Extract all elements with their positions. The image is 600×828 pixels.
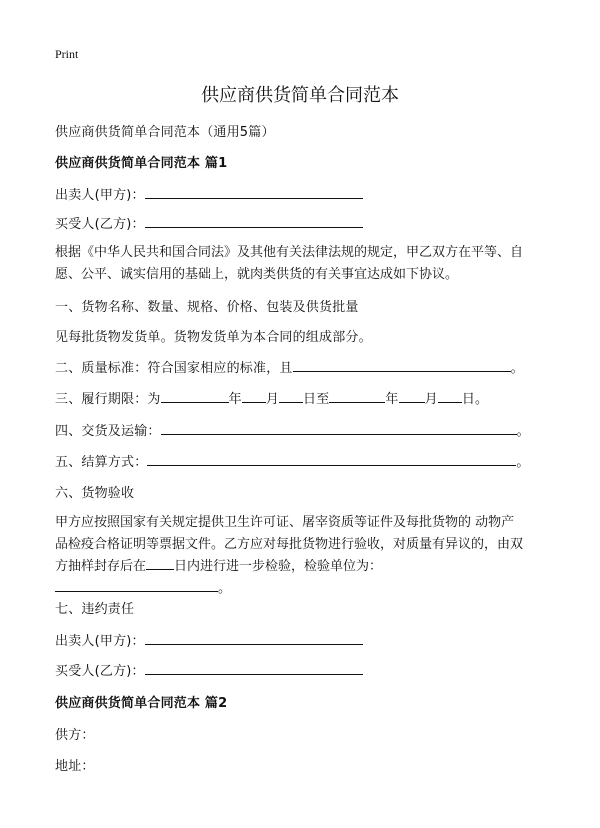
seller-label-2: 出卖人(甲方)： (55, 634, 145, 649)
clause7-heading: 七、违约责任 (55, 602, 135, 617)
clause6-line-4 (55, 578, 555, 600)
day-to-text: 日至 (303, 392, 330, 407)
start-month-unit: 月 (265, 392, 280, 407)
clause2-quality (55, 357, 524, 376)
print-label[interactable]: Print (55, 47, 79, 61)
end-month-blank[interactable] (399, 390, 425, 403)
clause6-period: 。 (218, 581, 232, 596)
clause1-detail: 见每批货物发货单。货物发货单为本合同的组成部分。 (55, 330, 372, 345)
clause2-label: 二、质量标准：符合国家相应的标准，且 (55, 361, 293, 376)
end-month-unit: 月 (424, 392, 438, 407)
clause6-line-1: 甲方应按照国家有关规定提供卫生许可证、屠宰资质等证件及每批货物的 动物产 (55, 515, 515, 530)
clause4-period: 。 (516, 424, 530, 439)
delivery-blank[interactable] (161, 422, 517, 435)
document-subtitle: 供应商供货简单合同范本（通用5篇） (55, 125, 275, 140)
seller-field-2 (55, 630, 363, 649)
seller-blank-2[interactable] (145, 632, 363, 645)
inspection-unit-blank[interactable] (55, 579, 218, 592)
clause6-paragraph (55, 512, 555, 600)
clause3-term (55, 388, 488, 407)
end-year-blank[interactable] (329, 390, 385, 403)
start-year-unit: 年 (228, 392, 242, 407)
section2-heading: 供应商供货简单合同范本 篇2 (55, 696, 228, 711)
document-title: 供应商供货简单合同范本 (201, 85, 399, 106)
clause2-period: 。 (510, 361, 524, 376)
address-label: 地址： (55, 759, 95, 774)
clause3-label: 三、履行期限：为 (55, 392, 161, 407)
clause6-line-2: 品检疫合格证明等票据文件。乙方应对每批货物进行验收，对质量有异议的，由双 (55, 537, 524, 552)
seller-label: 出卖人(甲方)： (55, 188, 145, 203)
buyer-label: 买受人(乙方)： (55, 217, 145, 232)
seller-field (55, 184, 363, 203)
end-day-blank[interactable] (438, 390, 462, 403)
clause6-line-3b: 日内进行进一步检验，检验单位为： (174, 559, 383, 574)
clause6-line-3a: 方抽样封存后在 (55, 559, 147, 574)
end-year-unit: 年 (385, 392, 399, 407)
settlement-blank[interactable] (147, 453, 516, 466)
buyer-blank-2[interactable] (145, 662, 363, 675)
start-month-blank[interactable] (242, 390, 266, 403)
section1-heading: 供应商供货简单合同范本 篇1 (55, 156, 228, 171)
buyer-blank[interactable] (145, 215, 363, 228)
end-day-text: 日。 (461, 392, 489, 407)
supplier-label: 供方： (55, 728, 95, 743)
buyer-field (55, 213, 363, 232)
clause5-label: 五、结算方式： (55, 455, 148, 470)
buyer-label-2: 买受人(乙方)： (55, 664, 145, 679)
quality-blank[interactable] (293, 359, 511, 372)
intro-line-2: 愿、公平、诚实信用的基础上，就肉类供货的有关事宜达成如下协议。 (55, 267, 459, 282)
inspection-days-blank[interactable] (146, 557, 174, 570)
buyer-field-2 (55, 660, 363, 679)
clause5-settlement (55, 451, 530, 470)
clause1-heading: 一、货物名称、数量、规格、价格、包装及供货批量 (55, 300, 359, 315)
clause4-delivery (55, 420, 530, 439)
clause6-heading: 六、货物验收 (55, 486, 135, 501)
intro-paragraph (55, 242, 555, 286)
start-year-blank[interactable] (161, 390, 229, 403)
clause6-line-3 (55, 556, 555, 578)
start-day-blank[interactable] (279, 390, 303, 403)
clause5-period: 。 (516, 455, 530, 470)
intro-line-1: 根据《中华人民共和国合同法》及其他有关法律法规的规定，甲乙双方在平等、自 (55, 245, 524, 260)
seller-blank[interactable] (145, 186, 363, 199)
clause4-label: 四、交货及运输： (55, 424, 161, 439)
